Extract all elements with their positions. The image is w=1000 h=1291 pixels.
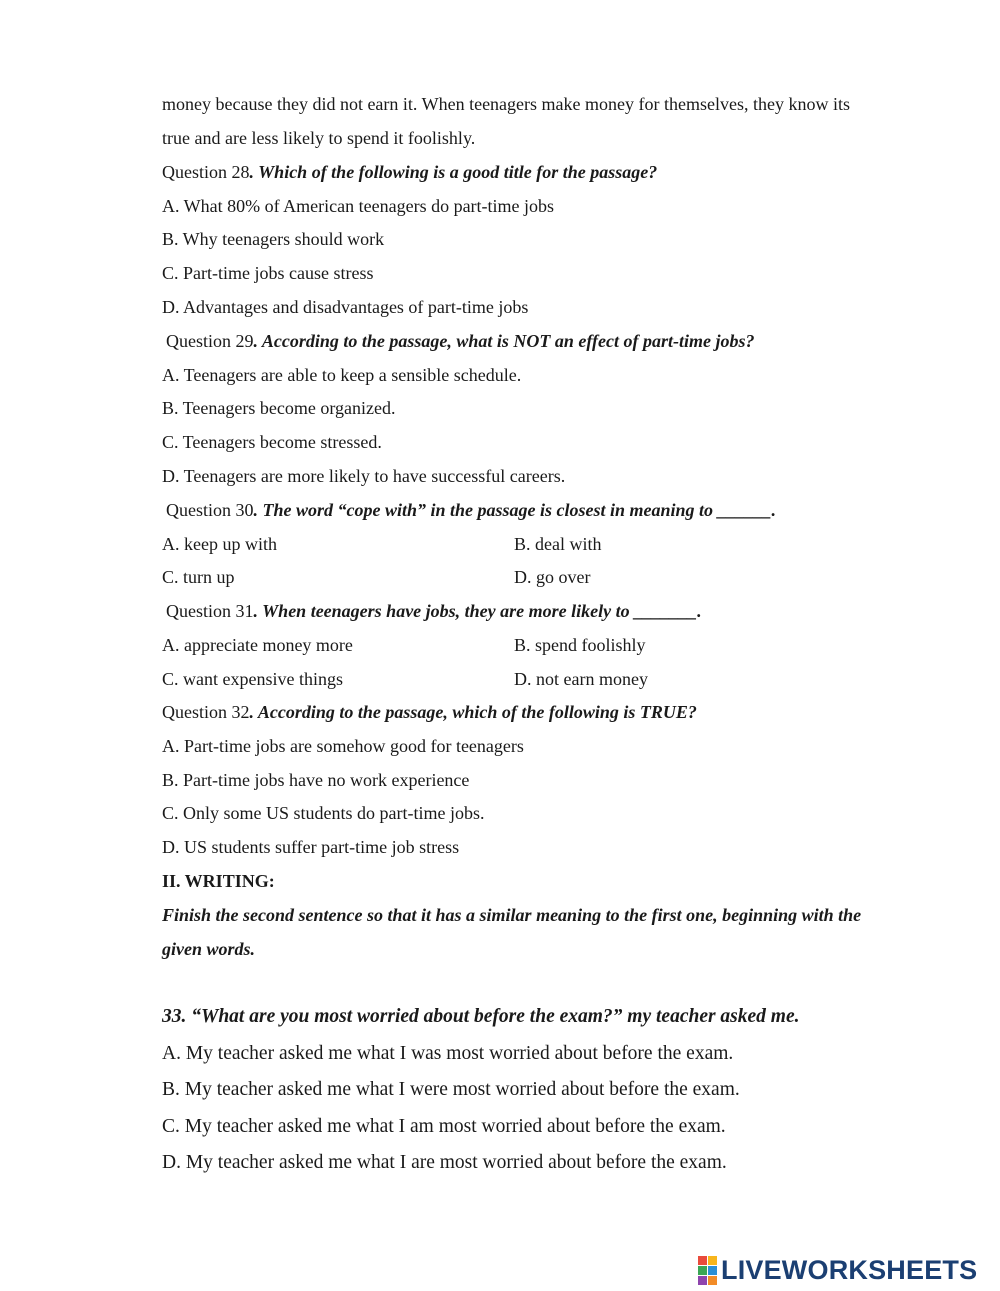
q28-option-d[interactable]: D. Advantages and disadvantages of part-time jobs [162, 297, 529, 317]
q29-option-a[interactable]: A. Teenagers are able to keep a sensible schedule. [162, 365, 522, 385]
question-stem: . The word “cope with” in the passage is closest in meaning to ______. [253, 500, 777, 520]
question-stem: . Which of the following is a good title for the passage? [249, 162, 658, 182]
question-number: Question 31 [166, 601, 254, 621]
q30-option-c[interactable]: C. turn up [162, 567, 235, 587]
q31-option-d[interactable]: D. not earn money [514, 669, 648, 689]
q32-option-a[interactable]: A. Part-time jobs are somehow good for teenagers [162, 736, 524, 756]
q30-option-d[interactable]: D. go over [514, 567, 591, 587]
q30-option-a[interactable]: A. keep up with [162, 534, 277, 554]
q29-option-b[interactable]: B. Teenagers become organized. [162, 398, 396, 418]
q32-option-b[interactable]: B. Part-time jobs have no work experience [162, 770, 470, 790]
question-number: Question 30 [166, 500, 254, 520]
liveworksheets-logo [698, 1252, 977, 1288]
logo-text: LIVEWORKSHEETS [721, 1254, 978, 1285]
question-number: Question 28 [162, 162, 250, 182]
writing-instruction: given words. [162, 939, 256, 959]
q28-option-b[interactable]: B. Why teenagers should work [162, 229, 385, 249]
logo-square [698, 1266, 707, 1275]
logo-square [708, 1256, 717, 1265]
question-32-title [162, 701, 697, 723]
question-29-title [166, 330, 755, 352]
q28-option-a[interactable]: A. What 80% of American teenagers do part-time jobs [162, 196, 555, 216]
q28-option-c[interactable]: C. Part-time jobs cause stress [162, 263, 374, 283]
question-31-title [166, 600, 702, 622]
q31-option-a[interactable]: A. appreciate money more [162, 635, 353, 655]
q33-option-a[interactable]: A. My teacher asked me what I was most worried about before the exam. [162, 1043, 734, 1064]
q33-option-b[interactable]: B. My teacher asked me what I were most worried about before the exam. [162, 1079, 740, 1100]
q33-option-d[interactable]: D. My teacher asked me what I are most worried about before the exam. [162, 1152, 727, 1173]
logo-square [708, 1276, 717, 1285]
q30-option-b[interactable]: B. deal with [514, 534, 602, 554]
question-stem: . When teenagers have jobs, they are more likely to _______. [253, 601, 702, 621]
logo-square [698, 1276, 707, 1285]
q32-option-c[interactable]: C. Only some US students do part-time jobs. [162, 803, 485, 823]
writing-heading: II. WRITING: [162, 871, 275, 891]
q32-option-d[interactable]: D. US students suffer part-time job stress [162, 837, 460, 857]
q29-option-d[interactable]: D. Teenagers are more likely to have successful careers. [162, 466, 566, 486]
question-stem: . According to the passage, what is NOT an effect of part-time jobs? [253, 331, 755, 351]
logo-square [708, 1266, 717, 1275]
question-28-title [162, 161, 657, 183]
writing-instruction: Finish the second sentence so that it has a similar meaning to the first one, beginning with the [162, 905, 862, 925]
q29-option-c[interactable]: C. Teenagers become stressed. [162, 432, 382, 452]
question-number: Question 29 [166, 331, 254, 351]
q31-option-c[interactable]: C. want expensive things [162, 669, 343, 689]
question-number: Question 32 [162, 702, 250, 722]
logo-square [698, 1256, 707, 1265]
question-30-title [166, 499, 776, 521]
passage-line: money because they did not earn it. When teenagers make money for themselves, they know its [162, 94, 850, 114]
question-stem: . According to the passage, which of the following is TRUE? [249, 702, 697, 722]
passage-line: true and are less likely to spend it foolishly. [162, 128, 476, 148]
q31-option-b[interactable]: B. spend foolishly [514, 635, 646, 655]
q33-option-c[interactable]: C. My teacher asked me what I am most worried about before the exam. [162, 1116, 726, 1137]
question-33-title: 33. “What are you most worried about before the exam?” my teacher asked me. [162, 1006, 800, 1027]
liveworksheets-logo-icon [698, 1256, 717, 1285]
